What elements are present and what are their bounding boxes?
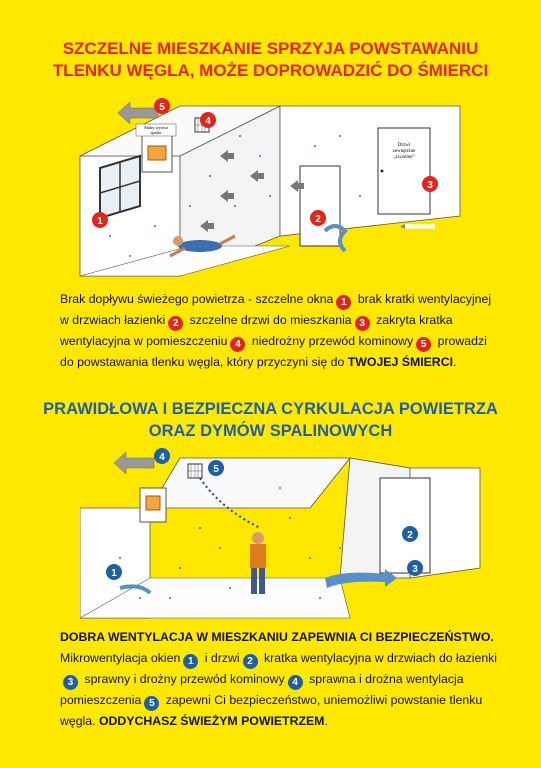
danger-title-line2: TLENKU WĘGLA, MOŻE DOPROWADZIĆ DO ŚMIERCI [52, 61, 489, 80]
door-label-2: zewnętrzne [392, 149, 416, 154]
marker-2 [310, 210, 326, 226]
svg-text:3: 3 [427, 180, 433, 191]
safe-title-line1: PRAWIDŁOWA I BEZPIECZNA CYRKULACJA POWIETRZA [43, 400, 498, 418]
num-badge: 4 [230, 337, 245, 352]
svg-text:2: 2 [407, 530, 413, 541]
svg-text:4: 4 [205, 116, 211, 127]
svg-text:4: 4 [159, 452, 165, 463]
window [100, 156, 140, 218]
ventilated-apartment-illustration [80, 448, 500, 623]
svg-text:1: 1 [97, 216, 103, 227]
safe-description: DOBRA WENTYLACJA W MIESZKANIU ZAPEWNIA CI BEZPIECZEŃSTWO. Mikrowentylacja okien 1 i drzwi 2 kratka wentylacyjna w drzwiach do łazienki3 sprawny i drożny przewód kominowy 4 sprawna i drożna wentylacja pomieszczenia 5 zapewni Ci bezpieczeństwo, uniemożliwi powstanie tlenku węgla. ODDYCHASZ ŚWIEŻYM POWIETRZEM. [60, 627, 500, 731]
danger-title [0, 38, 541, 82]
gas-heater [140, 488, 166, 522]
num-badge: 1 [183, 654, 198, 669]
danger-title-line1: SZCZELNE MIESZKANIE SPRZYJA POWSTAWANIU [62, 39, 479, 58]
num-badge: 3 [63, 675, 78, 690]
marker-1 [92, 212, 108, 228]
num-badge: 4 [288, 675, 303, 690]
fresh-air-slogan: ODDYCHASZ ŚWIEŻYM POWIETRZEM [98, 713, 325, 728]
heater-label-2: spalin [150, 130, 162, 135]
num-badge: 5 [144, 696, 159, 711]
door-label-1: Drzwi [397, 143, 411, 148]
svg-text:3: 3 [412, 564, 418, 575]
interior-door [380, 478, 430, 573]
safe-title-line2: ORAZ DYMÓW SPALINOWYCH [148, 422, 393, 440]
death-warning: TWOJEJ ŚMIERCI [347, 355, 453, 369]
safe-heading: DOBRA WENTYLACJA W MIESZKANIU ZAPEWNIA CI BEZPIECZEŃSTWO. [60, 630, 494, 644]
svg-text:5: 5 [213, 464, 219, 475]
bathroom-door [300, 166, 340, 246]
pencil-icon [400, 224, 435, 229]
heater-label: Słaby wyrzut [144, 125, 168, 130]
marker-3 [422, 176, 438, 192]
svg-text:5: 5 [159, 102, 165, 113]
marker-5 [208, 460, 224, 476]
sealed-apartment-illustration [60, 96, 480, 281]
num-badge: 2 [168, 316, 183, 331]
marker-4 [154, 448, 170, 464]
exterior-door [378, 128, 430, 214]
marker-4 [200, 112, 216, 128]
svg-text:1: 1 [111, 568, 117, 579]
num-badge: 1 [336, 295, 351, 310]
num-badge: 5 [416, 337, 431, 352]
num-badge: 3 [355, 316, 370, 331]
marker-2 [402, 526, 418, 542]
marker-5 [154, 98, 170, 114]
exhaust-arrow-icon [114, 452, 154, 474]
safe-title [0, 398, 541, 442]
gas-heater [136, 124, 176, 172]
svg-text:2: 2 [315, 214, 321, 225]
danger-description: Brak dopływu świeżego powietrza - szczelne okna 1 brak kratki wentylacyjnej w drzwiach łazienki 2 szczelne drzwi do mieszkania 3 zakryta kratka wentylacyjna w pomieszczeniu 4 niedrożny przewód kominowy 5 prowadzi do powstawania tlenku węgla, który przyczyni się do TWOJEJ ŚMIERCI. [60, 292, 492, 369]
marker-3 [407, 560, 423, 576]
marker-1 [106, 564, 122, 580]
door-label-3: „szczelne” [393, 155, 415, 160]
num-badge: 2 [243, 654, 258, 669]
